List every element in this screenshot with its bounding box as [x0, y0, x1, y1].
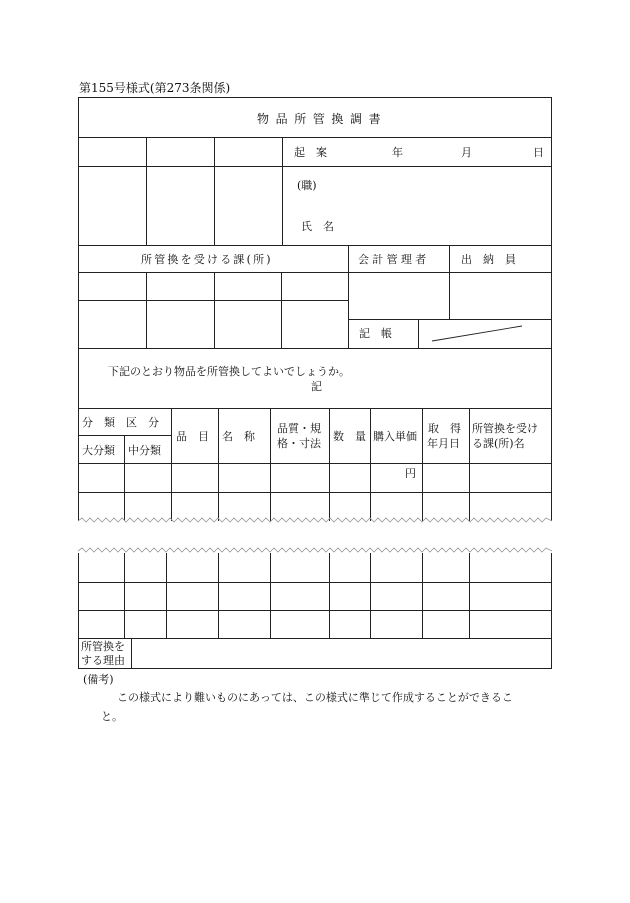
- kian-year: 年: [392, 146, 403, 159]
- kian-label: 起 案: [294, 146, 327, 159]
- kian-month: 月: [461, 146, 472, 159]
- ki-label: 記: [311, 380, 322, 393]
- note-line-1: この様式により難いものにあっては、この様式に準じて作成することができるこ: [117, 691, 513, 704]
- col-daibunrui: 大分類: [82, 444, 115, 457]
- col-suryo: 数 量: [333, 430, 366, 443]
- receiving-section-header: 所管換を受ける課(所): [141, 253, 273, 266]
- col-meisho: 名 称: [222, 430, 255, 443]
- request-text: 下記のとおり物品を所管換してよいでしょうか。: [108, 365, 350, 378]
- col-chubunrui: 中分類: [128, 444, 161, 457]
- break-line-bottom: [0, 547, 630, 555]
- kichou-label: 記 帳: [359, 327, 392, 340]
- yen-unit: 円: [405, 467, 416, 480]
- shoku-label: (職): [297, 179, 317, 192]
- col-hinshitsu-1: 品質・規: [277, 422, 321, 435]
- form-number-label: 第155号様式(第273条関係): [79, 81, 231, 95]
- kaikei-header: 会計管理者: [358, 253, 430, 266]
- col-ukeru-1: 所管換を受け: [472, 422, 538, 435]
- col-hinshitsu-2: 格・寸法: [277, 437, 321, 450]
- col-shutoku-1: 取 得: [428, 422, 461, 435]
- note-line-2: と。: [101, 710, 123, 723]
- break-line-top: [0, 517, 630, 525]
- col-shutoku-2: 年月日: [427, 437, 460, 450]
- shimei-label: 氏 名: [301, 220, 334, 233]
- form-title: 物品所管換調書: [257, 112, 388, 126]
- kian-day: 日: [533, 146, 544, 159]
- reason-label-1: 所管換を: [81, 640, 125, 653]
- reason-label-2: する理由: [81, 654, 125, 667]
- col-kounyu: 購入単価: [373, 430, 417, 443]
- bikou-label: (備考): [83, 673, 114, 686]
- kichou-slash: [418, 319, 552, 348]
- col-ukeru-2: る課(所)名: [472, 437, 525, 450]
- suitouin-header: 出 納 員: [461, 253, 516, 266]
- col-bunrui: 分 類 区 分: [82, 416, 159, 429]
- col-hinmoku: 品 目: [176, 430, 209, 443]
